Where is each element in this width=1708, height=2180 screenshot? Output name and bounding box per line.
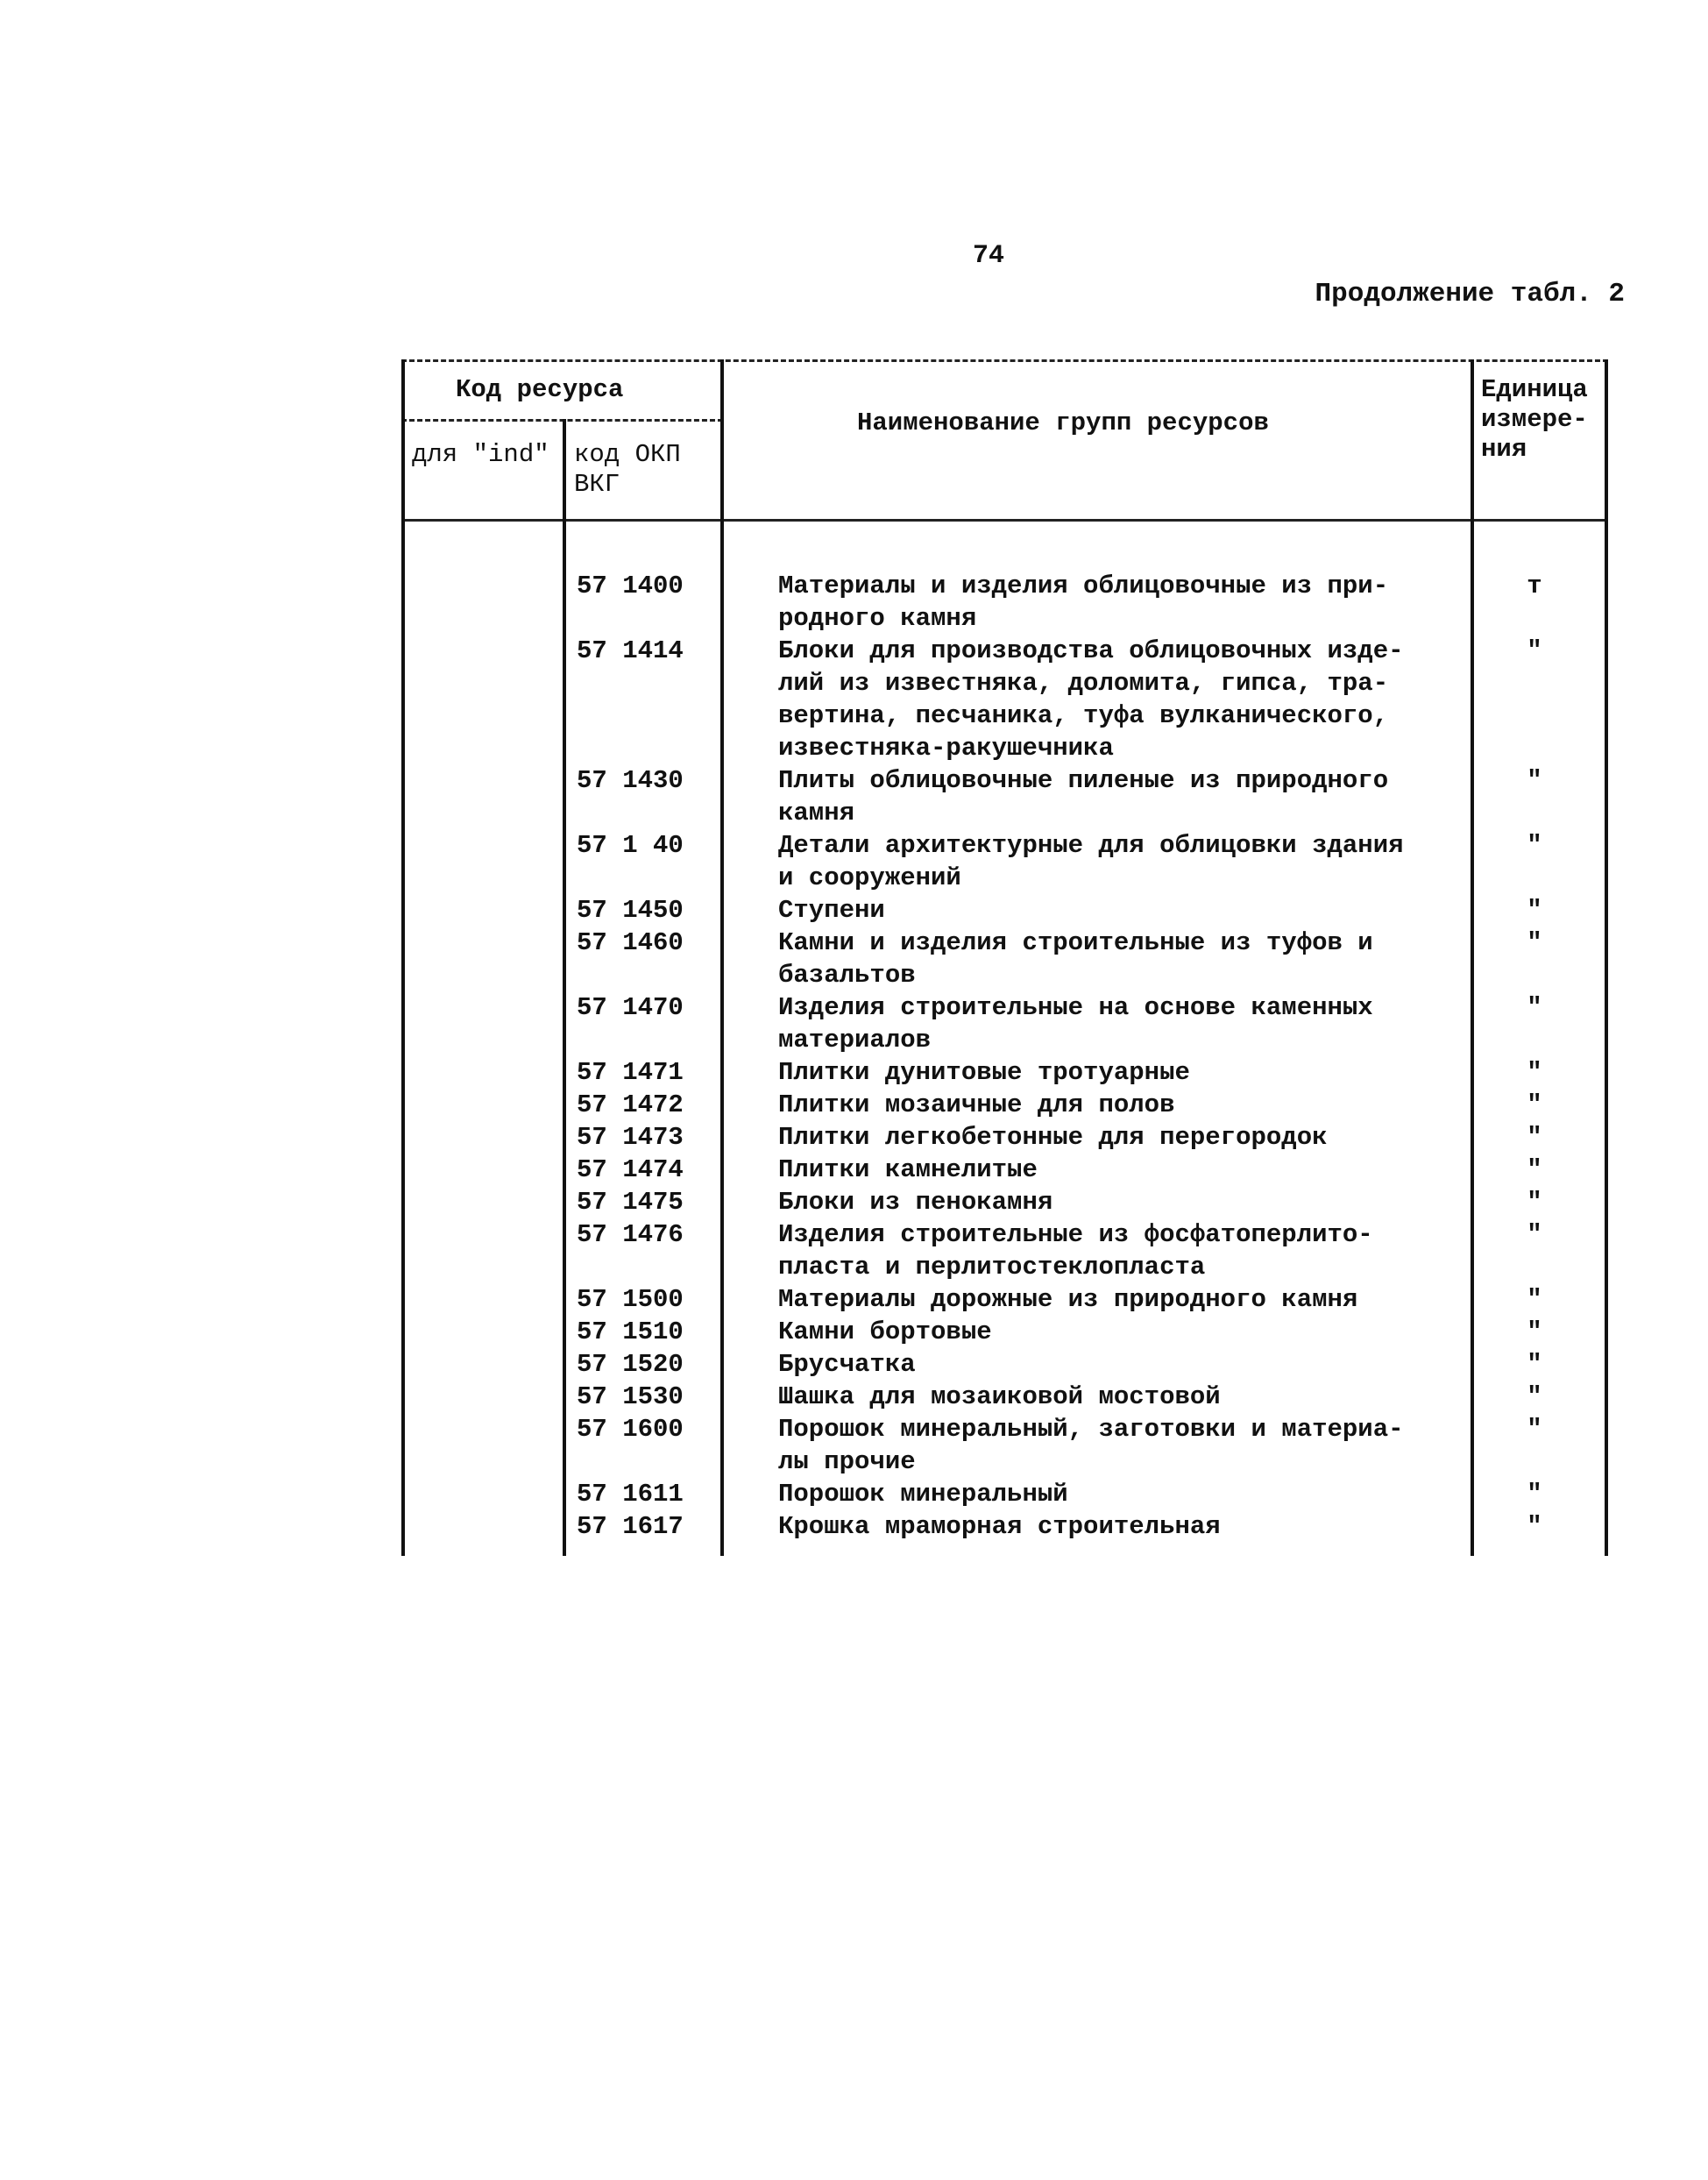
row-code: 57 1474 [577, 1155, 684, 1184]
header-bottom-border [401, 519, 1608, 522]
row-unit: " [1527, 928, 1542, 957]
row-unit: " [1527, 1220, 1542, 1249]
column-divider-name [1471, 359, 1474, 1556]
row-name: Блоки для производства облицовочных изде- лий из известняка, доломита, гипса, тра- вертина, песчаника, туфа вулканического, известняка-ракушечника [778, 636, 1404, 763]
table-left-border [401, 359, 405, 1556]
header-okp-code-line1: код ОКП [574, 440, 681, 469]
row-name: Порошок минеральный, заготовки и материа- лы прочие [778, 1415, 1404, 1476]
row-unit: " [1527, 1317, 1542, 1346]
header-group-name: Наименование групп ресурсов [857, 408, 1269, 437]
row-code: 57 1500 [577, 1285, 684, 1314]
header-unit-line2: измере- [1481, 405, 1588, 434]
row-code: 57 1520 [577, 1350, 684, 1379]
row-code: 57 1611 [577, 1480, 684, 1509]
row-unit: т [1527, 572, 1542, 600]
row-name: Камни и изделия строительные из туфов и базальтов [778, 928, 1373, 990]
row-name: Порошок минеральный [778, 1480, 1068, 1509]
row-code: 57 1471 [577, 1058, 684, 1087]
row-name: Изделия строительные на основе каменных материалов [778, 993, 1373, 1054]
row-unit: " [1527, 1188, 1542, 1217]
column-divider-ind [563, 419, 566, 1556]
row-name: Камни бортовые [778, 1317, 992, 1346]
row-code: 57 1600 [577, 1415, 684, 1444]
row-name: Шашка для мозаиковой мостовой [778, 1382, 1221, 1411]
row-unit: " [1527, 766, 1542, 795]
row-code: 57 1617 [577, 1512, 684, 1541]
header-for-ind: для "ind" [412, 440, 549, 469]
row-unit: " [1527, 1155, 1542, 1184]
page-number: 74 [973, 241, 1005, 271]
row-name: Брусчатка [778, 1350, 916, 1379]
header-unit-line1: Единица [1481, 375, 1588, 404]
row-unit: " [1527, 1415, 1542, 1444]
row-unit: " [1527, 1480, 1542, 1509]
row-name: Материалы дорожные из природного камня [778, 1285, 1358, 1314]
row-code: 57 1450 [577, 896, 684, 925]
row-unit: " [1527, 636, 1542, 665]
row-unit: " [1527, 1350, 1542, 1379]
row-unit: " [1527, 896, 1542, 925]
header-resource-code: Код ресурса [456, 375, 624, 404]
row-unit: " [1527, 1123, 1542, 1152]
resource-table [401, 359, 1608, 1556]
table-top-border [401, 359, 1608, 362]
table-continuation-label: Продолжение табл. 2 [1315, 279, 1625, 309]
row-code: 57 1476 [577, 1220, 684, 1249]
header-okp-code-line2: ВКГ [574, 470, 620, 499]
row-name: Изделия строительные из фосфатоперлито- пласта и перлитостеклопласта [778, 1220, 1373, 1282]
row-name: Плиты облицовочные пиленые из природного камня [778, 766, 1389, 827]
row-name: Плитки дунитовые тротуарные [778, 1058, 1190, 1087]
row-name: Плитки камнелитые [778, 1155, 1038, 1184]
row-code: 57 1400 [577, 572, 684, 600]
row-name: Плитки легкобетонные для перегородок [778, 1123, 1328, 1152]
table-right-border [1605, 359, 1608, 1556]
row-code: 57 1472 [577, 1090, 684, 1119]
row-code: 57 1510 [577, 1317, 684, 1346]
row-code: 57 1470 [577, 993, 684, 1022]
row-unit: " [1527, 993, 1542, 1022]
row-code: 57 1 40 [577, 831, 684, 860]
row-code: 57 1475 [577, 1188, 684, 1217]
header-unit-line3: ния [1481, 435, 1527, 464]
row-unit: " [1527, 831, 1542, 860]
row-name: Крошка мраморная строительная [778, 1512, 1221, 1541]
row-unit: " [1527, 1512, 1542, 1541]
row-code: 57 1414 [577, 636, 684, 665]
row-name: Ступени [778, 896, 885, 925]
row-unit: " [1527, 1382, 1542, 1411]
row-name: Плитки мозаичные для полов [778, 1090, 1175, 1119]
row-unit: " [1527, 1090, 1542, 1119]
row-code: 57 1460 [577, 928, 684, 957]
row-name: Материалы и изделия облицовочные из при- родного камня [778, 572, 1389, 633]
row-code: 57 1430 [577, 766, 684, 795]
row-name: Детали архитектурные для облицовки здания и сооружений [778, 831, 1404, 892]
row-name: Блоки из пенокамня [778, 1188, 1053, 1217]
row-unit: " [1527, 1285, 1542, 1314]
row-unit: " [1527, 1058, 1542, 1087]
row-code: 57 1530 [577, 1382, 684, 1411]
row-code: 57 1473 [577, 1123, 684, 1152]
